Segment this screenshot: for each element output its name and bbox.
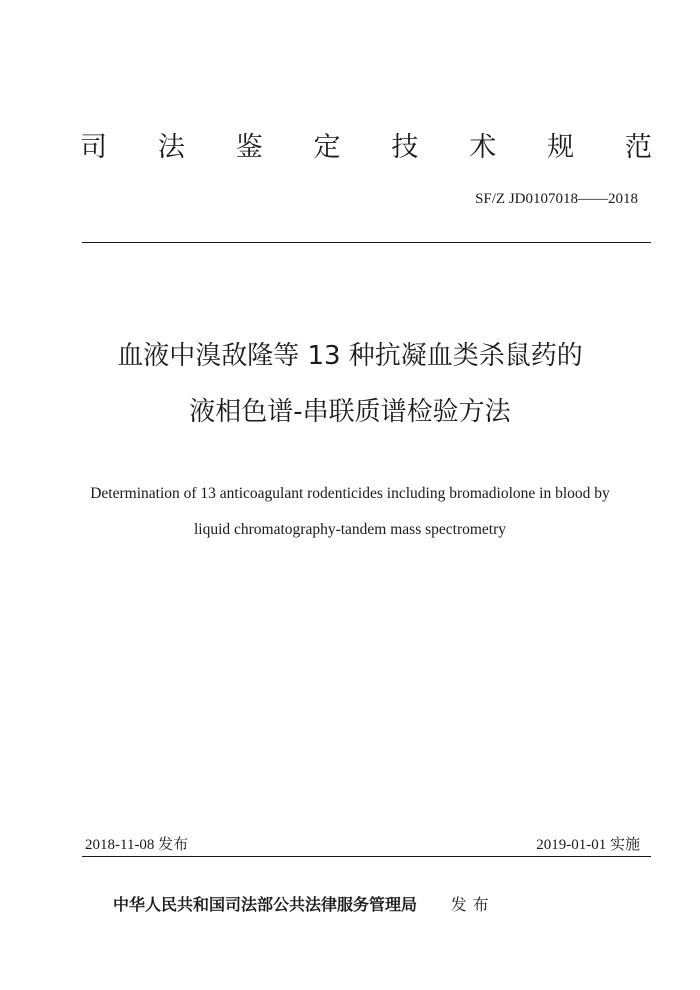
series-char: 技 [391,132,419,163]
series-char: 规 [547,132,575,163]
issue-label: 发布 [450,895,495,914]
issue-date: 2018-11-08 发布 [85,837,189,853]
bottom-divider [82,856,651,857]
series-char: 法 [157,132,185,163]
series-char: 鉴 [235,132,263,163]
series-char: 范 [624,132,652,163]
implementation-date: 2019-01-01 实施 [536,837,640,853]
standard-code: SF/Z JD0107018——2018 [475,191,638,207]
series-char: 定 [313,132,341,163]
issuing-authority: 中华人民共和国司法部公共法律服务管理局 [113,895,418,914]
chinese-title-line-1: 血液中溴敌隆等 13 种抗凝血类杀鼠药的 [117,341,583,371]
issuer-row [113,894,495,916]
series-char: 术 [469,132,497,163]
english-title-line-1: Determination of 13 anticoagulant rodenticides including bromadiolone in blood by [90,485,610,502]
english-title-line-2: liquid chromatography-tandem mass spectrometry [193,521,507,538]
series-title [80,130,652,166]
top-divider [82,242,651,243]
chinese-title-line-2: 液相色谱-串联质谱检验方法 [189,397,511,427]
series-char: 司 [80,132,107,163]
